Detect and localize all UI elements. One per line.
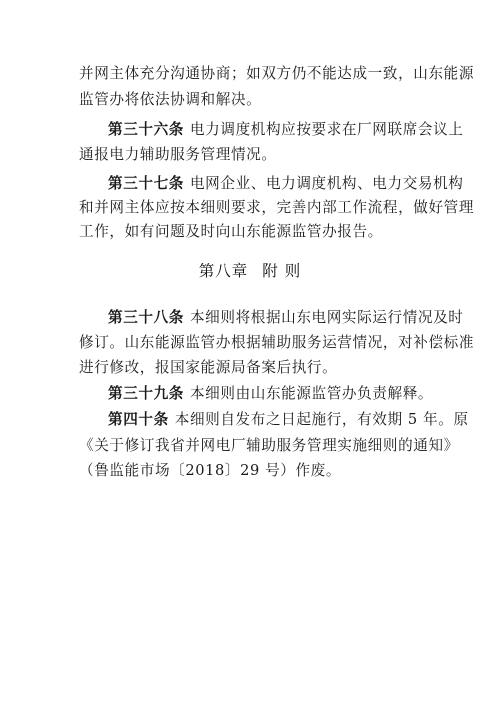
article-39-number: 第三十九条 — [108, 385, 184, 402]
article-37-line-2: 和并网主体应按本细则要求，完善内部工作流程，做好管理 — [79, 199, 475, 216]
article-36-line-1 — [108, 120, 464, 140]
article-38-line-3: 进行修改，报国家能源局备案后执行。 — [79, 359, 338, 376]
article-38-text: 本细则将根据山东电网实际运行情况及时 — [189, 309, 464, 326]
article-36-line-2: 通报电力辅助服务管理情况。 — [79, 146, 277, 163]
article-40-number: 第四十条 — [108, 411, 169, 428]
article-40-line-3: （鲁监能市场〔2018〕29 号）作废。 — [79, 462, 342, 479]
article-36-text: 电力调度机构应按要求在厂网联席会议上 — [189, 121, 464, 138]
article-39-text: 本细则由山东能源监管办负责解释。 — [189, 385, 434, 402]
article-40-line-1 — [108, 410, 469, 430]
article-40-text: 本细则自发布之日起施行，有效期 5 年。原 — [174, 411, 469, 428]
chapter-number: 第八章 — [198, 262, 249, 280]
article-38-line-1 — [108, 308, 464, 328]
article-37-line-1 — [108, 174, 464, 194]
chapter-heading — [0, 261, 500, 281]
paragraph-continuation-line-1: 并网主体充分沟通协商；如双方仍不能达成一致，山东能源 — [79, 65, 475, 82]
article-38-line-2: 修订。山东能源监管办根据辅助服务运营情况，对补偿标准 — [79, 334, 475, 351]
article-37-line-3: 工作，如有问题及时向山东能源监管办报告。 — [79, 223, 383, 240]
article-38-number: 第三十八条 — [108, 309, 184, 326]
article-40-line-2: 《关于修订我省并网电厂辅助服务管理实施细则的通知》 — [79, 437, 459, 454]
article-37-number: 第三十七条 — [108, 175, 184, 192]
chapter-title: 附 则 — [262, 262, 302, 280]
paragraph-continuation-line-2: 监管办将依法协调和解决。 — [79, 91, 262, 108]
article-36-number: 第三十六条 — [108, 121, 184, 138]
article-37-text: 电网企业、电力调度机构、电力交易机构 — [189, 175, 464, 192]
article-39-line-1 — [108, 384, 434, 404]
